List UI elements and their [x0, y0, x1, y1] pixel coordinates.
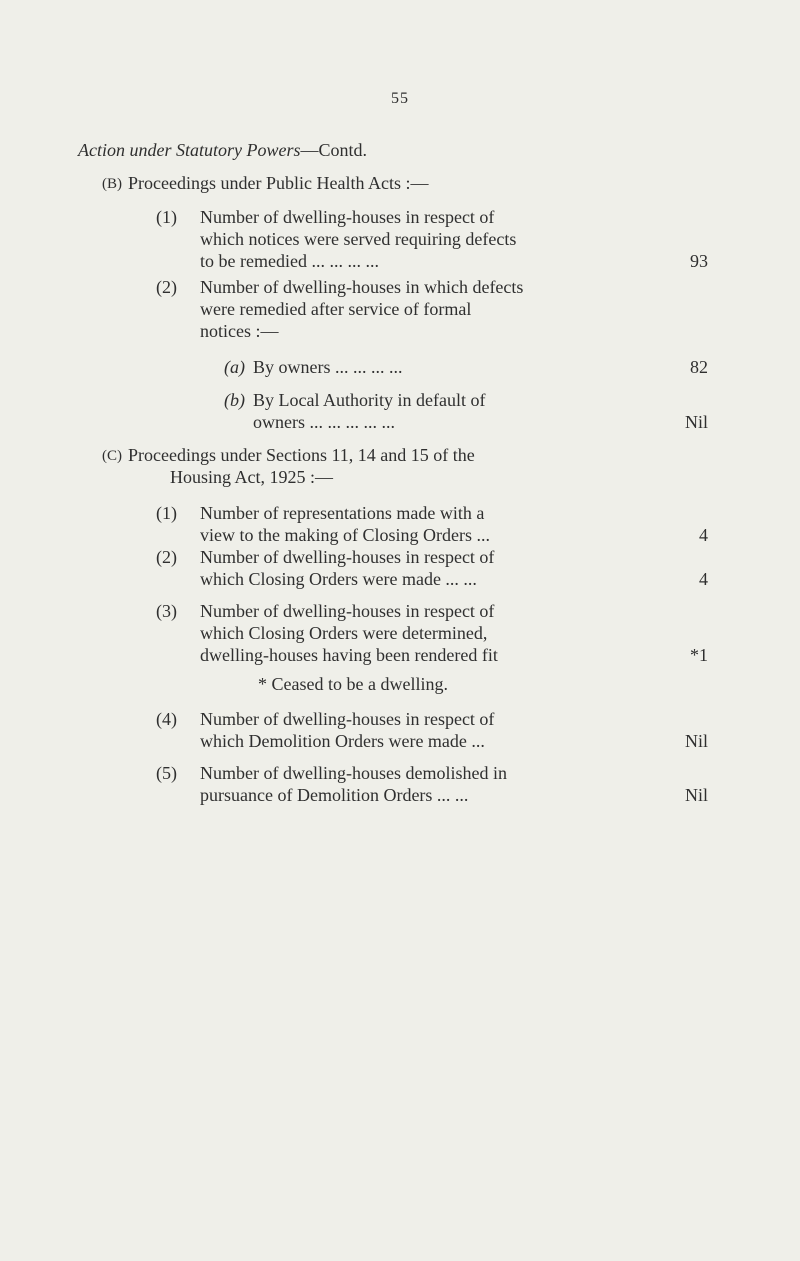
c-item-2-line-1: Number of dwelling-houses in respect of	[200, 547, 495, 567]
c-item-4-number: (4)	[156, 709, 177, 729]
c-item-1-value: 4	[699, 525, 708, 545]
b-item-1-line-1: Number of dwelling-houses in respect of	[200, 207, 495, 227]
c-item-5-line-1: Number of dwelling-houses demolished in	[200, 763, 507, 783]
c-item-5-line-2: pursuance of Demolition Orders ... ...	[200, 785, 469, 805]
c-item-2-number: (2)	[156, 547, 177, 567]
c-item-3-line-1: Number of dwelling-houses in respect of	[200, 601, 495, 621]
b-item-1-value: 93	[690, 251, 708, 271]
c-item-3-value: *1	[690, 645, 708, 665]
section-title	[78, 140, 367, 161]
b-item-2-line-3: notices :—	[200, 321, 279, 341]
page-number: 55	[391, 90, 409, 107]
b-item-1-number: (1)	[156, 207, 177, 227]
b-item-2-line-2: were remedied after service of formal	[200, 299, 472, 319]
c-item-2-line-2: which Closing Orders were made ... ...	[200, 569, 477, 589]
section-c-heading-line-2: Housing Act, 1925 :—	[170, 467, 334, 487]
c-item-4-line-1: Number of dwelling-houses in respect of	[200, 709, 495, 729]
section-c-label: (C)	[102, 448, 122, 464]
b-item-2-number: (2)	[156, 277, 177, 297]
c-item-3-line-3: dwelling-houses having been rendered fit	[200, 645, 498, 665]
c-item-2-value: 4	[699, 569, 708, 589]
c-item-1-number: (1)	[156, 503, 177, 523]
c-item-3-line-2: which Closing Orders were determined,	[200, 623, 488, 643]
c-item-1-line-1: Number of representations made with a	[200, 503, 485, 523]
c-item-4-line-2: which Demolition Orders were made ...	[200, 731, 485, 751]
footnote: * Ceased to be a dwelling.	[258, 674, 448, 694]
b-item-1-line-2: which notices were served requiring defects	[200, 229, 517, 249]
b-item-2-line-1: Number of dwelling-houses in which defects	[200, 277, 524, 297]
b-item-1-line-3: to be remedied ... ... ... ...	[200, 251, 379, 271]
b-subitem-b-value: Nil	[684, 412, 708, 432]
section-title-contd: —Contd.	[300, 140, 367, 160]
c-item-5-number: (5)	[156, 763, 177, 783]
b-subitem-b-label: (b)	[224, 390, 245, 410]
b-subitem-b-line-2: owners ... ... ... ... ...	[253, 412, 395, 432]
section-c-heading-line-1: Proceedings under Sections 11, 14 and 15 of the	[128, 445, 475, 465]
b-subitem-a-line-1: By owners ... ... ... ...	[253, 357, 403, 377]
b-subitem-a-label: (a)	[224, 357, 245, 377]
b-subitem-b-line-1: By Local Authority in default of	[253, 390, 486, 410]
section-b-heading: Proceedings under Public Health Acts :—	[128, 173, 429, 193]
c-item-3-number: (3)	[156, 601, 177, 621]
c-item-5-value: Nil	[684, 785, 708, 805]
section-title-text: Action under Statutory Powers	[78, 140, 301, 160]
c-item-4-value: Nil	[684, 731, 708, 751]
section-b-label: (B)	[102, 176, 122, 192]
b-subitem-a-value: 82	[690, 357, 708, 377]
c-item-1-line-2: view to the making of Closing Orders ...	[200, 525, 490, 545]
